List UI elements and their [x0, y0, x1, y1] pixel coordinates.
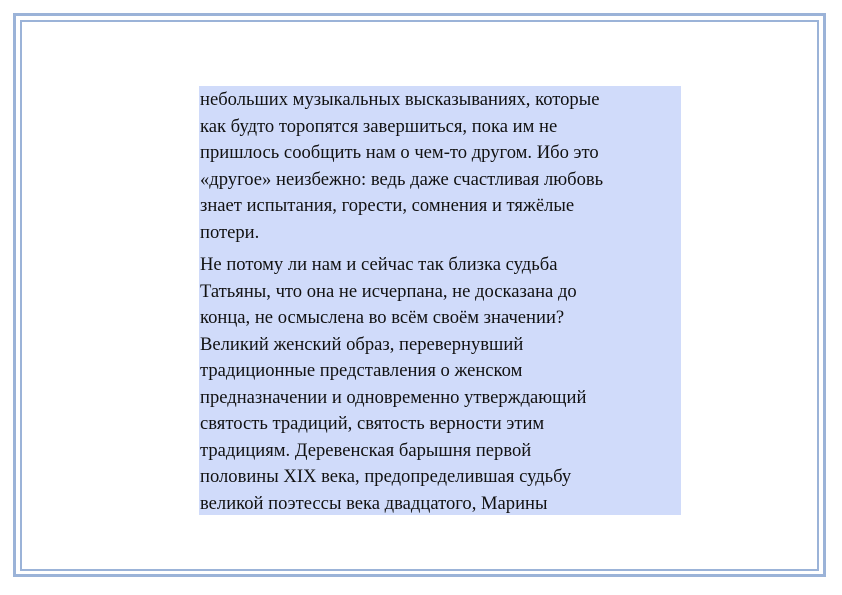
- text-line: традиционные представления о женском: [200, 360, 523, 381]
- text-line: половины XIX века, предопределившая судьбу: [200, 466, 572, 487]
- text-line: Великий женский образ, перевернувший: [200, 333, 524, 355]
- text-line: Не потому ли нам и сейчас так близка судьба: [200, 254, 558, 275]
- text-block: [199, 86, 681, 515]
- text-line: Татьяны, что она не исчерпана, не досказана до: [200, 280, 577, 302]
- text-line: святость традиций, святость верности этим: [200, 413, 545, 434]
- paragraph-2: [200, 252, 679, 515]
- text-line: небольших музыкальных высказываниях, которые: [200, 89, 600, 110]
- text-line: предназначении и одновременно утверждающий: [200, 386, 587, 408]
- text-line: пришлось сообщить нам о чем-то другом. Ибо это: [200, 142, 599, 163]
- paragraph-1: [200, 87, 679, 246]
- text-line: «другое» неизбежно: ведь даже счастливая любовь: [200, 168, 604, 190]
- text-line: конца, не осмыслена во всём своём значении?: [200, 307, 565, 328]
- text-line: великой поэтессы века двадцатого, Марины: [200, 492, 548, 514]
- text-line: потери.: [200, 221, 260, 243]
- text-line: знает испытания, горести, сомнения и тяжёлые: [200, 195, 575, 216]
- text-line: традициям. Деревенская барышня первой: [200, 439, 532, 461]
- text-line: как будто торопятся завершиться, пока им не: [200, 115, 558, 137]
